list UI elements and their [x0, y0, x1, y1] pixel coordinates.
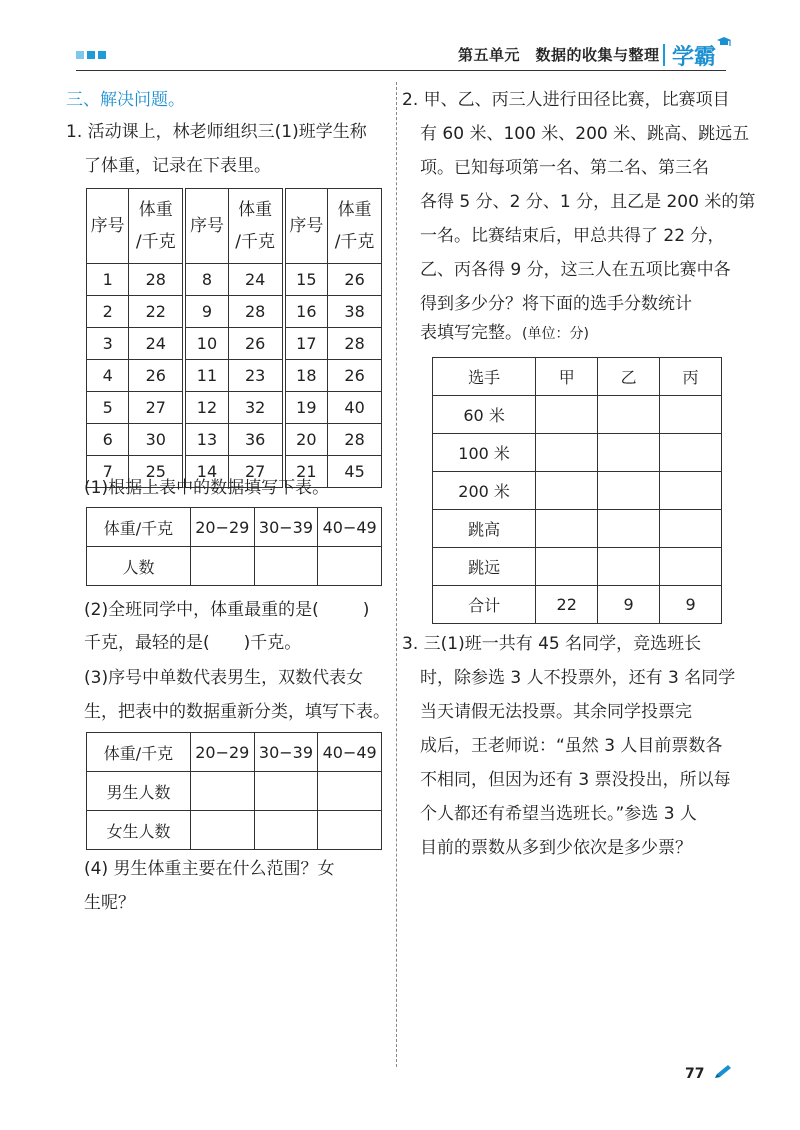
table-row: 6 30 13 36 20 28: [87, 424, 382, 456]
q3-line: 个人都还有希望当选班长。”参选 3 人: [420, 804, 697, 824]
q2-line: 有 60 米、100 米、200 米、跳高、跳远五: [420, 124, 750, 144]
answer-cell[interactable]: [190, 811, 254, 850]
answer-cell[interactable]: [660, 510, 722, 548]
answer-cell[interactable]: [660, 396, 722, 434]
answer-cell[interactable]: [536, 396, 598, 434]
q3-line: 目前的票数从多到少依次是多少票？: [420, 838, 692, 858]
q2-line: 各得 5 分、2 分、1 分，且乙是 200 米的第: [420, 192, 756, 212]
table-row: 3 24 10 26 17 28: [87, 328, 382, 360]
q1-sub1: (1)根据上表中的数据填写下表。: [84, 478, 330, 498]
q1-sub3-line2: 生，把表中的数据重新分类，填写下表。: [84, 702, 390, 722]
answer-cell[interactable]: [598, 548, 660, 586]
answer-cell[interactable]: [190, 547, 254, 586]
q1-sub4-line2: 生呢？: [84, 893, 135, 913]
answer-cell[interactable]: [536, 472, 598, 510]
column-divider: [396, 82, 397, 1067]
answer-cell[interactable]: [660, 472, 722, 510]
q2-line: 一名。比赛结束后，甲总共得了 22 分，: [420, 226, 725, 246]
table-row: 7 25 14 27 21 45: [87, 456, 382, 488]
answer-cell[interactable]: [536, 434, 598, 472]
answer-cell[interactable]: [318, 547, 382, 586]
table-row: 4 26 11 23 18 26: [87, 360, 382, 392]
q3-line: 成后，王老师说：“虽然 3 人目前票数各: [420, 736, 723, 756]
brand-logo: 学霸: [672, 45, 717, 70]
q3-line: 当天请假无法投票。其余同学投票完: [420, 702, 692, 722]
answer-cell[interactable]: [190, 772, 254, 811]
graduation-cap-icon: [716, 36, 732, 48]
answer-cell[interactable]: [536, 548, 598, 586]
gender-weight-table: 体重/千克 20−29 30−39 40−49 男生人数 女生人数: [86, 732, 382, 850]
answer-cell[interactable]: [598, 472, 660, 510]
answer-cell[interactable]: [598, 510, 660, 548]
answer-cell[interactable]: [318, 772, 382, 811]
q1-sub3-line1: (3)序号中单数代表男生，双数代表女: [84, 668, 364, 688]
q2-line: 项。已知每项第一名、第二名、第三名: [420, 158, 709, 178]
q2-line: 2. 甲、乙、丙三人进行田径比赛，比赛项目: [402, 90, 730, 110]
header-weight: 体重 /千克: [228, 189, 283, 264]
answer-cell[interactable]: [254, 547, 318, 586]
answer-cell[interactable]: [660, 434, 722, 472]
unit-title: 第五单元 数据的收集与整理: [458, 46, 660, 64]
header-index: 序号: [87, 189, 129, 264]
score-table: 选手 甲 乙 丙 60 米 100 米 200 米 跳高 跳远 合计 22 9 9: [432, 357, 722, 624]
q2-line: 得到多少分？将下面的选手分数统计: [420, 294, 692, 314]
page-number: 77: [685, 1066, 705, 1082]
header-index: 序号: [184, 189, 228, 264]
pencil-icon: [712, 1064, 734, 1080]
q1-text-line1: 1. 活动课上，林老师组织三(1)班学生称: [66, 122, 367, 142]
weight-distribution-table: 体重/千克 20−29 30−39 40−49 人数: [86, 507, 382, 586]
answer-cell[interactable]: [318, 811, 382, 850]
answer-cell[interactable]: [536, 510, 598, 548]
answer-cell[interactable]: [660, 548, 722, 586]
q1-text-line2: 了体重，记录在下表里。: [84, 156, 271, 176]
header-decoration: [76, 51, 106, 59]
table-row: 5 27 12 32 19 40: [87, 392, 382, 424]
header-index: 序号: [284, 189, 328, 264]
answer-cell[interactable]: [254, 811, 318, 850]
header-weight: 体重 /千克: [129, 189, 184, 264]
answer-cell[interactable]: [254, 772, 318, 811]
q1-sub2-line2: 千克，最轻的是( )千克。: [84, 633, 302, 653]
answer-cell[interactable]: [598, 396, 660, 434]
q1-sub4-line1: (4) 男生体重主要在什么范围？女: [84, 859, 335, 879]
header-weight: 体重 /千克: [328, 189, 382, 264]
table-row: 2 22 9 28 16 38: [87, 296, 382, 328]
header-rule: [76, 70, 726, 71]
q3-line: 时，除参选 3 人不投票外，还有 3 名同学: [420, 668, 736, 688]
table-row: 1 28 8 24 15 26: [87, 264, 382, 296]
q2-line: 乙、丙各得 9 分，这三人在五项比赛中各: [420, 260, 731, 280]
weight-record-table: [86, 188, 382, 488]
q3-line: 3. 三(1)班一共有 45 名同学，竞选班长: [402, 634, 702, 654]
header-separator: [663, 44, 665, 66]
answer-cell[interactable]: [598, 434, 660, 472]
section-title: 三、解决问题。: [66, 90, 185, 110]
q2-line: 表填写完整。(单位：分): [420, 323, 589, 343]
q3-line: 不相同，但因为还有 3 票没投出，所以每: [420, 770, 731, 790]
q1-sub2-line1: (2)全班同学中，体重最重的是( ): [84, 600, 370, 620]
